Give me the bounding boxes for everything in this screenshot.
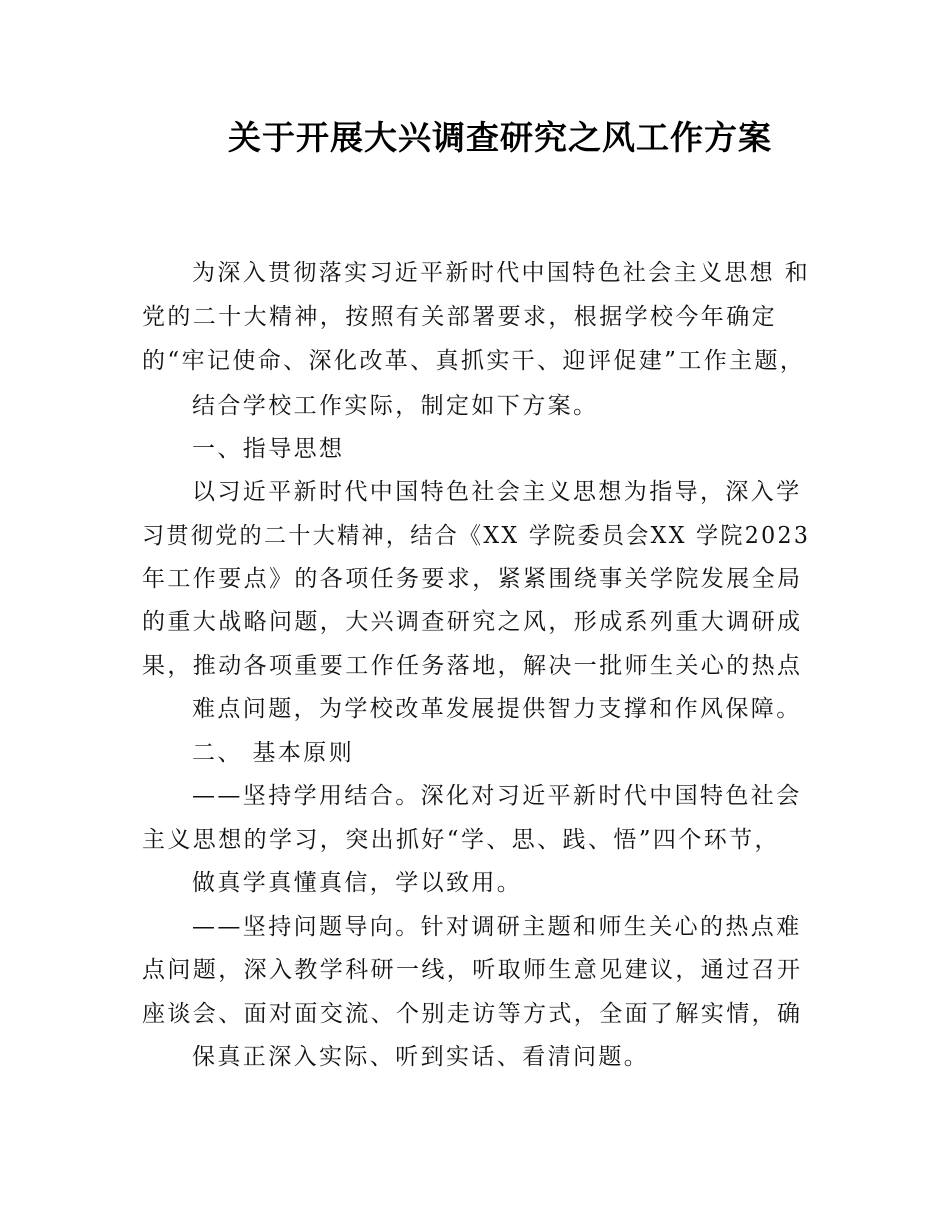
- body-line: 党的二十大精神，按照有关部署要求，根据学校今年确定: [142, 304, 777, 330]
- body-line: 结合学校工作实际，制定如下方案。: [192, 393, 599, 419]
- body-line: 为深入贯彻落实习近平新时代中国特色社会主义思想 和: [192, 260, 811, 286]
- section-heading: 一、指导思想: [192, 436, 345, 462]
- body-line: 点问题，深入教学科研一线，听取师生意见建议，通过召开: [142, 957, 803, 983]
- body-line: 保真正深入实际、听到实话、看清问题。: [192, 1044, 650, 1070]
- body-line: 的“牢记使命、深化改革、真抓实干、迎评促建”工作主题，: [142, 348, 806, 374]
- body-line: 年工作要点》的各项任务要求，紧紧围绕事关学院发展全局: [142, 566, 803, 592]
- body-line: ——坚持学用结合。深化对习近平新时代中国特色社会: [192, 783, 802, 809]
- body-line: 难点问题，为学校改革发展提供智力支撑和作风保障。: [192, 696, 802, 722]
- body-line: 果，推动各项重要工作任务落地，解决一批师生关心的热点: [142, 653, 803, 679]
- body-line: 座谈会、面对面交流、个别走访等方式，全面了解实情，确: [142, 1001, 803, 1027]
- body-line: 习贯彻党的二十大精神，结合《XX 学院委员会XX 学院2023: [142, 523, 811, 549]
- body-line: 主义思想的学习，突出抓好“学、思、践、悟”四个环节，: [142, 827, 780, 853]
- document-title: 关于开展大兴调查研究之风工作方案: [228, 118, 772, 157]
- body-line: ——坚持问题导向。针对调研主题和师生关心的热点难: [192, 914, 802, 940]
- body-line: 做真学真懂真信，学以致用。: [192, 870, 523, 896]
- body-line: 以习近平新时代中国特色社会主义思想为指导，深入学: [192, 479, 802, 505]
- body-line: 的重大战略问题，大兴调查研究之风，形成系列重大调研成: [142, 609, 803, 635]
- section-heading: 二、 基本原则: [192, 740, 355, 766]
